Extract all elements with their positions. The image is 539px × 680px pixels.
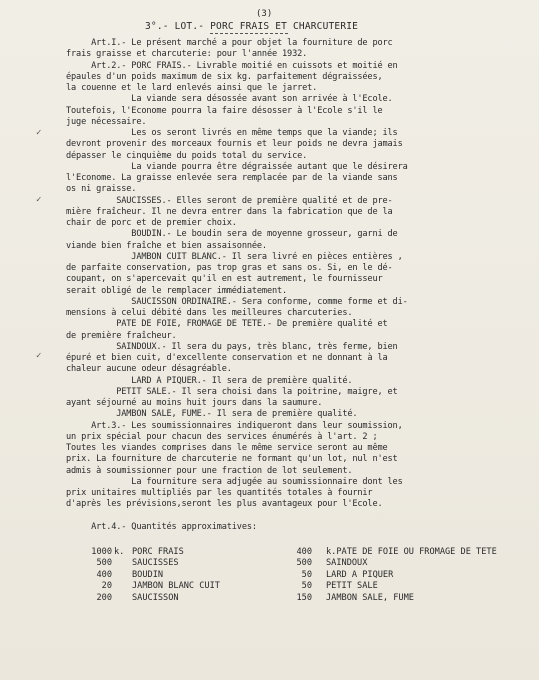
product-left: PORC FRAIS [132,547,184,557]
quantity-row [86,570,526,581]
text-line: Toutes les viandes comprises dans le même service seront au même [66,443,388,453]
text-line: admis à soumissionner pour une fraction de lot seulement. [66,465,353,476]
quantity-left: 20 [101,581,112,592]
unit-label [112,581,124,592]
text-line: prix unitaires multipliés par les quantités totales à fournir [66,488,373,498]
text-line: Les os seront livrés en même temps que la viande; ils [66,128,398,138]
unit-label [112,593,124,604]
text-line: Art.2.- PORC FRAIS.- Livrable moitié en cuissots et moitié en [66,60,398,71]
text-line: SAINDOUX.- Il sera du pays, très blanc, très ferme, bien [66,341,398,352]
text-line: dépasser le cinquième du poids total du service. [66,150,308,161]
product-right: LARD A PIQUER [326,569,394,580]
text-line: de première fraîcheur. [66,330,177,341]
text-line: Art.I.- Le présent marché a pour objet la fourniture de porc [66,38,393,48]
text-line: mière fraîcheur. Il ne devra entrer dans la fabrication que de la [66,206,393,217]
quantity-left: 500 [96,558,112,569]
quantity-row [86,581,526,592]
text-line: de parfaite conservation, pas trop gras et sans os. Si, en le dé- [66,263,393,273]
text-line: devront provenir des morceaux fournis et leur poids ne devra jamais [66,139,403,150]
quantities-table [86,547,526,604]
product-left: JAMBON BLANC CUIT [132,581,220,592]
text-line: la couenne et le lard enlevés ainsi que le jarret. [66,83,318,93]
unit-label [112,570,124,581]
text-line: La viande sera désossée avant son arrivée à l'Ecole. [66,94,393,105]
text-line: JAMBON CUIT BLANC.- Il sera livré en pièces entières , [66,251,403,262]
text-line: frais graisse et charcuterie: pour l'année 1932. [66,49,308,60]
quantity-right: 150 [296,592,312,603]
text-line: JAMBON SALE, FUME.- Il sera de première qualité. [66,409,358,420]
quantity-row [86,558,526,569]
text-line [66,511,536,522]
quantity-left: 1000 [91,547,112,557]
unit-label: k. [114,547,125,557]
text-line: d'après les prévisions,seront les plus avantageux pour l'Ecole. [66,499,383,510]
quantity-right: 400 [296,547,312,557]
quantity-row [86,547,526,558]
product-left: SAUCISSES [132,558,179,569]
margin-check-mark: ✓ [36,128,42,138]
text-line: juge nécessaire. [66,116,147,127]
text-line: chaleur aucune odeur désagréable. [66,364,232,375]
text-line: Art.4.- Quantités approximatives: [66,521,257,532]
text-line: mensions à celui débité dans les meilleures charcuteries. [66,308,353,318]
text-line: Art.3.- Les soumissionnaires indiqueront dans leur soumission, [66,420,403,431]
quantity-right: 500 [296,558,312,569]
margin-check-mark: ✓ [36,195,42,205]
text-line: SAUCISSES.- Elles seront de première qualité et de pre- [66,195,393,206]
text-line: chair de porc et de premier choix. [66,218,237,228]
product-left: SAUCISSON [132,592,179,603]
text-line: PETIT SALE.- Il sera choisi dans la poitrine, maigre, et [66,386,398,397]
product-right: PETIT SALE [326,581,378,592]
text-line: un prix spécial pour chacun des services énumérés à l'art. 2 ; [66,431,378,442]
text-line: PATE DE FOIE, FROMAGE DE TETE.- De première qualité et [66,319,388,330]
title-underline [210,33,288,34]
text-line: viande bien fraîche et bien assaisonnée. [66,240,267,251]
text-line: os ni graisse. [66,184,137,195]
text-line: SAUCISSON ORDINAIRE.- Sera conforme, comme forme et di- [66,296,408,307]
text-line: prix. La fourniture de charcuterie ne formant qu'un lot, nul n'est [66,454,398,465]
text-line: La viande pourra être dégraissée autant que le désirera [66,161,408,172]
unit-label [112,558,124,569]
document-title: 3°.- LOT.- PORC FRAIS ET CHARCUTERIE [145,21,359,32]
text-line: BOUDIN.- Le boudin sera de moyenne grosseur, garni de [66,229,398,240]
text-line: LARD A PIQUER.- Il sera de première qualité. [66,375,353,386]
product-right: JAMBON SALE, FUME [326,592,414,603]
text-line: épuré et bien cuit, d'excellente conservation et ne donnant à la [66,353,388,363]
text-line: ayant séjourné au moins huit jours dans la saumure. [66,398,323,408]
quantity-right: 50 [301,581,312,592]
product-right: k.PATE DE FOIE OU FROMAGE DE TETE [326,547,497,557]
quantity-row [86,593,526,604]
margin-check-mark: ✓ [36,351,42,361]
quantity-left: 200 [96,592,112,603]
product-left: BOUDIN [132,569,164,580]
text-line: coupant, on s'apercevait qu'il en est autrement, le fournisseur [66,274,383,285]
text-line: La fourniture sera adjugée au soumissionnaire dont les [66,476,403,487]
document-body [66,38,536,533]
text-line: épaules d'un poids maximum de six kg. parfaitement dégraissées, [66,71,383,82]
text-line: Toutefois, l'Econome pourra la faire désosser à l'Ecole s'il le [66,105,383,116]
text-line: l'Econome. La graisse enlevée sera remplacée par de la viande sans [66,173,398,183]
product-right: SAINDOUX [326,558,368,569]
quantity-right: 50 [301,569,312,580]
text-line: serait obligé de le remplacer immédiatement. [66,285,288,296]
page-number: (3) [256,9,273,19]
quantity-left: 400 [96,569,112,580]
